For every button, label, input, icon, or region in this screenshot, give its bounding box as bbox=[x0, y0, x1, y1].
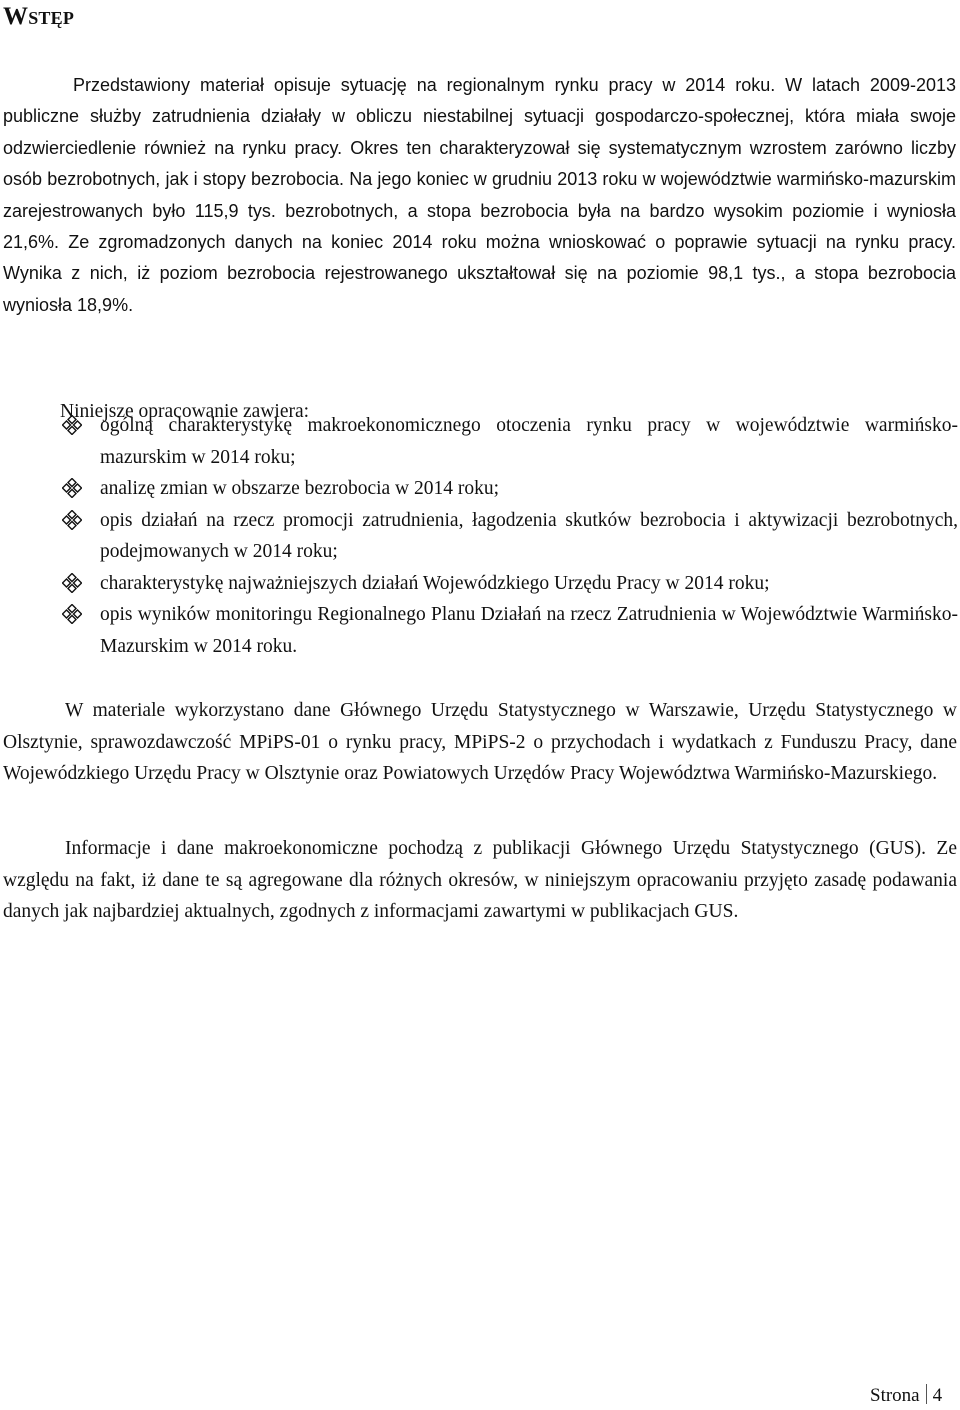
footer-divider bbox=[926, 1384, 927, 1404]
list-item bbox=[62, 505, 958, 568]
contents-list bbox=[62, 410, 958, 662]
list-item bbox=[62, 568, 958, 600]
list-item-text: analizę zmian w obszarze bezrobocia w 2014 roku; bbox=[100, 478, 500, 499]
intro-paragraph: Przedstawiony materiał opisuje sytuację na regionalnym rynku pracy w 2014 roku. W latach 2009-2013 publiczne służby zatrudnienia działały w obliczu niestabilnej sytuacji gospodarczo-społecznej, która miała swoje odzwierciedlenie również na rynku pracy. Okres ten charakteryzował się systematycznym wzrostem zarówno liczby osób bezrobotnych, jak i stopy bezrobocia. Na jego koniec w grudniu 2013 roku w województwie warmińsko-mazurskim zarejestrowanych było 115,9 tys. bezrobotnych, a stopa bezrobocia była na bardzo wysokim poziomie i wyniosła 21,6%. Ze zgromadzonych danych na koniec 2014 roku można wnioskować o poprawie sytuacji na rynku pracy. Wynika z nich, iż poziom bezrobocia rejestrowanego ukształtował się na poziomie 98,1 tys., a stopa bezrobocia wyniosła 18,9%. bbox=[3, 75, 956, 315]
list-item-text: opis działań na rzecz promocji zatrudnienia, łagodzenia skutków bezrobocia i aktywizacji bezrobotnych, podejmowanych w 2014 roku; bbox=[100, 509, 958, 562]
diamond-bullet-icon bbox=[62, 510, 82, 530]
info-paragraph: Informacje i dane makroekonomiczne pochodzą z publikacji Głównego Urzędu Statystycznego (GUS). Ze względu na fakt, iż dane te są agregowane dla różnych okresów, w niniejszym opracowaniu przyjęto zasadę podawania danych jak najbardziej aktualnych, zgodnych z informacjami zawartymi w publikacjach GUS. bbox=[3, 838, 957, 922]
page-footer bbox=[870, 1384, 942, 1408]
list-item-text: charakterystykę najważniejszych działań Wojewódzkiego Urzędu Pracy w 2014 roku; bbox=[100, 572, 770, 594]
list-item-text: ogólną charakterystykę makroekonomicznego otoczenia rynku pracy w województwie warmińsko-mazurskim w 2014 roku; bbox=[100, 415, 958, 468]
list-item bbox=[62, 599, 958, 662]
diamond-bullet-icon bbox=[62, 573, 82, 593]
diamond-bullet-icon bbox=[62, 604, 82, 624]
diamond-bullet-icon bbox=[62, 415, 82, 435]
list-item bbox=[62, 410, 958, 473]
diamond-bullet-icon bbox=[62, 478, 82, 498]
page-number: 4 bbox=[932, 1385, 943, 1406]
list-item-text: opis wyników monitoringu Regionalnego Planu Działań na rzecz Zatrudnienia w Województwie Warmińsko-Mazurskim w 2014 roku. bbox=[100, 604, 958, 657]
footer-label: Strona bbox=[870, 1385, 920, 1406]
list-item bbox=[62, 473, 958, 505]
contents-lead: Niniejsze opracowanie zawiera: bbox=[60, 401, 310, 422]
sources-paragraph: W materiale wykorzystano dane Głównego Urzędu Statystycznego w Warszawie, Urzędu Statystycznego w Olsztynie, sprawozdawczość MPiPS-01 o rynku pracy, MPiPS-2 o przychodach i wydatkach z Funduszu Pracy, dane Wojewódzkiego Urzędu Pracy w Olsztynie oraz Powiatowych Urzędów Pracy Województwa Warmińsko-Mazurskiego. bbox=[3, 700, 957, 784]
section-heading: Wstęp bbox=[3, 3, 75, 30]
